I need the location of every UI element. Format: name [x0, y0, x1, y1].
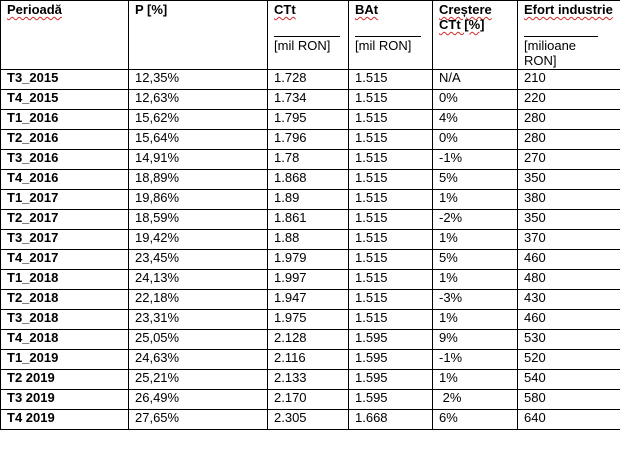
cell-bat: 1.595 [349, 390, 433, 410]
cell-period: T3_2016 [1, 150, 129, 170]
cell-p: 12,35% [129, 70, 268, 90]
table-row [1, 290, 620, 310]
cell-ctt: 1.861 [268, 210, 349, 230]
cell-p: 25,21% [129, 370, 268, 390]
cell-bat: 1.515 [349, 110, 433, 130]
cell-bat: 1.515 [349, 210, 433, 230]
cell-period: T1_2018 [1, 270, 129, 290]
cell-ctt: 1.734 [268, 90, 349, 110]
cell-bat: 1.515 [349, 70, 433, 90]
header-ctt-label: CTt [274, 2, 296, 17]
cell-period: T1_2019 [1, 350, 129, 370]
cell-ctt: 2.128 [268, 330, 349, 350]
header-cell-period [1, 1, 129, 37]
cell-ctt: 2.305 [268, 410, 349, 430]
table-row [1, 110, 620, 130]
cell-ctt: 1.868 [268, 170, 349, 190]
cell-ctt: 1.947 [268, 290, 349, 310]
table-row [1, 70, 620, 90]
table-header [1, 1, 620, 70]
table-row [1, 170, 620, 190]
header-period-label: Perioadă [7, 2, 62, 17]
cell-period: T3_2015 [1, 70, 129, 90]
cell-growth: 2% [433, 390, 518, 410]
cell-period: T4_2016 [1, 170, 129, 190]
cell-period: T1_2017 [1, 190, 129, 210]
cell-bat: 1.515 [349, 130, 433, 150]
cell-effort: 580 [518, 390, 620, 410]
cell-growth: 4% [433, 110, 518, 130]
cell-growth: 1% [433, 190, 518, 210]
cell-growth: -3% [433, 290, 518, 310]
cell-ctt: 1.997 [268, 270, 349, 290]
table-row [1, 230, 620, 250]
units-ctt: [mil RON] [274, 36, 340, 53]
cell-p: 23,31% [129, 310, 268, 330]
header-row [1, 1, 620, 37]
header-cell-ctt [268, 1, 349, 37]
table-row [1, 150, 620, 170]
header-cell-effort [518, 1, 620, 37]
cell-effort: 430 [518, 290, 620, 310]
units-effort: [milioane RON] [524, 36, 598, 68]
cell-bat: 1.515 [349, 150, 433, 170]
cell-effort: 350 [518, 210, 620, 230]
cell-ctt: 1.975 [268, 310, 349, 330]
table-row [1, 310, 620, 330]
units-bat: [mil RON] [355, 36, 421, 53]
cell-p: 15,62% [129, 110, 268, 130]
cell-p: 14,91% [129, 150, 268, 170]
cell-period: T3_2017 [1, 230, 129, 250]
cell-bat: 1.668 [349, 410, 433, 430]
cell-effort: 280 [518, 110, 620, 130]
table-row [1, 210, 620, 230]
cell-bat: 1.595 [349, 350, 433, 370]
cell-effort: 540 [518, 370, 620, 390]
cell-effort: 280 [518, 130, 620, 150]
cell-bat: 1.515 [349, 250, 433, 270]
cell-growth: 0% [433, 90, 518, 110]
cell-p: 18,89% [129, 170, 268, 190]
table-row [1, 370, 620, 390]
cell-bat: 1.595 [349, 330, 433, 350]
cell-effort: 480 [518, 270, 620, 290]
cell-growth: 1% [433, 370, 518, 390]
cell-growth: 0% [433, 130, 518, 150]
header-cell-p [129, 1, 268, 37]
table-row [1, 190, 620, 210]
cell-period: T2_2016 [1, 130, 129, 150]
header-bat-label: BAt [355, 2, 379, 17]
table-row [1, 90, 620, 110]
cell-bat: 1.595 [349, 370, 433, 390]
cell-growth: 1% [433, 230, 518, 250]
cell-p: 15,64% [129, 130, 268, 150]
cell-bat: 1.515 [349, 190, 433, 210]
cell-ctt: 2.133 [268, 370, 349, 390]
cell-effort: 270 [518, 150, 620, 170]
cell-growth: 6% [433, 410, 518, 430]
cell-growth: 5% [433, 250, 518, 270]
cell-growth: N/A [433, 70, 518, 90]
cell-p: 19,42% [129, 230, 268, 250]
cell-p: 24,13% [129, 270, 268, 290]
cell-growth: -1% [433, 150, 518, 170]
table-row [1, 390, 620, 410]
table-body [1, 70, 620, 430]
header-cell-growth [433, 1, 518, 37]
cell-ctt: 2.170 [268, 390, 349, 410]
cell-effort: 460 [518, 250, 620, 270]
cell-effort: 350 [518, 170, 620, 190]
cell-growth: 1% [433, 310, 518, 330]
cell-effort: 220 [518, 90, 620, 110]
cell-growth: -1% [433, 350, 518, 370]
cell-p: 24,63% [129, 350, 268, 370]
cell-effort: 380 [518, 190, 620, 210]
cell-period: T4_2018 [1, 330, 129, 350]
cell-effort: 640 [518, 410, 620, 430]
cell-bat: 1.515 [349, 270, 433, 290]
cell-ctt: 1.88 [268, 230, 349, 250]
cell-effort: 210 [518, 70, 620, 90]
table-row [1, 330, 620, 350]
cell-period: T4 2019 [1, 410, 129, 430]
header-growth-label: Creștere CTt [%] [439, 2, 492, 32]
cell-p: 25,05% [129, 330, 268, 350]
cell-growth: 1% [433, 270, 518, 290]
cell-effort: 530 [518, 330, 620, 350]
units-cell-bat [349, 36, 433, 70]
cell-ctt: 2.116 [268, 350, 349, 370]
cell-p: 19,86% [129, 190, 268, 210]
table-row [1, 130, 620, 150]
cell-ctt: 1.979 [268, 250, 349, 270]
cell-ctt: 1.795 [268, 110, 349, 130]
cell-period: T4_2015 [1, 90, 129, 110]
cell-p: 27,65% [129, 410, 268, 430]
table-row [1, 410, 620, 430]
cell-p: 18,59% [129, 210, 268, 230]
units-cell-period [1, 36, 129, 70]
cell-growth: 5% [433, 170, 518, 190]
table-row [1, 350, 620, 370]
header-units-row [1, 36, 620, 70]
cell-bat: 1.515 [349, 230, 433, 250]
cell-effort: 520 [518, 350, 620, 370]
cell-period: T4_2017 [1, 250, 129, 270]
units-cell-growth [433, 36, 518, 70]
units-cell-ctt [268, 36, 349, 70]
header-cell-bat [349, 1, 433, 37]
cell-period: T2_2017 [1, 210, 129, 230]
cell-growth: -2% [433, 210, 518, 230]
units-cell-effort [518, 36, 620, 70]
cell-growth: 9% [433, 330, 518, 350]
cell-bat: 1.515 [349, 310, 433, 330]
cell-period: T2 2019 [1, 370, 129, 390]
table-row [1, 250, 620, 270]
cell-period: T2_2018 [1, 290, 129, 310]
cell-bat: 1.515 [349, 290, 433, 310]
cell-bat: 1.515 [349, 90, 433, 110]
cell-p: 22,18% [129, 290, 268, 310]
cell-effort: 370 [518, 230, 620, 250]
header-effort-label: Efort industrie [524, 2, 613, 17]
cell-period: T1_2016 [1, 110, 129, 130]
cell-period: T3_2018 [1, 310, 129, 330]
cell-p: 26,49% [129, 390, 268, 410]
table-row [1, 270, 620, 290]
header-p-label: P [%] [135, 2, 168, 17]
cell-period: T3 2019 [1, 390, 129, 410]
units-cell-p [129, 36, 268, 70]
cell-bat: 1.515 [349, 170, 433, 190]
cell-p: 12,63% [129, 90, 268, 110]
cell-effort: 460 [518, 310, 620, 330]
cell-p: 23,45% [129, 250, 268, 270]
cell-ctt: 1.728 [268, 70, 349, 90]
cell-ctt: 1.89 [268, 190, 349, 210]
cell-ctt: 1.78 [268, 150, 349, 170]
cell-ctt: 1.796 [268, 130, 349, 150]
